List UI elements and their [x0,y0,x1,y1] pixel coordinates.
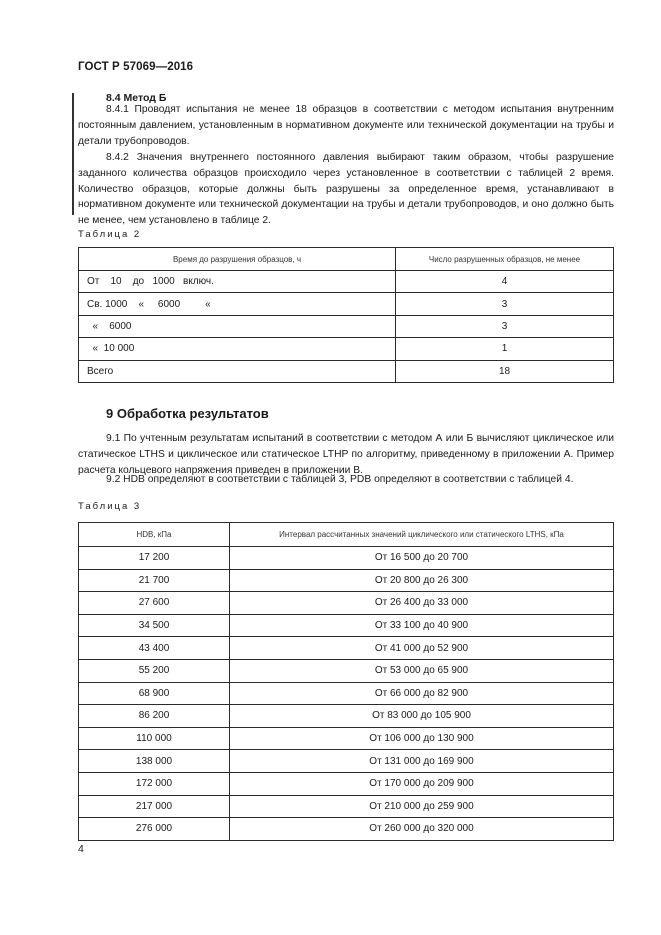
table-cell: От 170 000 до 209 900 [230,772,614,795]
table-cell: 172 000 [79,772,230,795]
table-cell: 3 [396,315,614,337]
table-cell: 4 [396,271,614,293]
paragraph-9-2: 9.2 HDB определяют в соответствии с таблицей 3, PDB определяют в соответствии с таблицей 4. [106,474,574,485]
table-cell: 18 [396,360,614,382]
table-cell: 3 [396,293,614,315]
table-header-cell: Число разрушенных образцов, не менее [396,248,614,271]
table-row [79,547,614,570]
table-header-cell: Интервал рассчитанных значений циклического или статического LTHS, кПа [230,523,614,547]
table-row [79,271,614,293]
table-row [79,293,614,315]
table-cell: « 6000 [79,315,396,337]
table-cell: От 10 до 1000 включ. [79,271,396,293]
table-row [79,750,614,773]
table-cell: От 33 100 до 40 900 [230,614,614,637]
table-cell: 276 000 [79,818,230,841]
table-cell: От 83 000 до 105 900 [230,705,614,728]
paragraph-8-4-1: 8.4.1 Проводят испытания не менее 18 образцов в соответствии с методом испытания внутренним постоянным давлением, установленным в нормативном документе или технической документации на трубы и детали трубопроводов. [78,104,614,147]
table-row [79,682,614,705]
table-row [79,569,614,592]
section-heading-9: 9 Обработка результатов [106,406,269,421]
table-row [79,360,614,382]
table-cell: От 66 000 до 82 900 [230,682,614,705]
table-header-cell: Время до разрушения образцов, ч [79,248,396,271]
table-row [79,614,614,637]
table-cell: 21 700 [79,569,230,592]
table-row [79,705,614,728]
table-row [79,637,614,660]
table-cell: 138 000 [79,750,230,773]
table-header-row [79,248,614,271]
table-3 [78,522,614,841]
table2-caption: Таблица 2 [78,229,142,240]
table-cell: От 131 000 до 169 900 [230,750,614,773]
change-bar [72,93,74,215]
table-header-cell: HDB, кПа [79,523,230,547]
table-cell: 17 200 [79,547,230,570]
table-2 [78,247,614,383]
table-row [79,315,614,337]
table-row [79,772,614,795]
table-row [79,592,614,615]
table-cell: 68 900 [79,682,230,705]
table-cell: 43 400 [79,637,230,660]
table-cell: От 26 400 до 33 000 [230,592,614,615]
table-row [79,338,614,360]
table-cell: От 260 000 до 320 000 [230,818,614,841]
table-cell: От 20 800 до 26 300 [230,569,614,592]
table-row [79,818,614,841]
paragraph-8-4-2: 8.4.2 Значения внутреннего постоянного давления выбирают таким образом, чтобы разрушение заданного количества образцов происходило через установленное в соответствии с таблицей 2 время. Количество образцов, которые должны быть разрушены за определенное время, устанавливают в нормативном документе или технической документации на трубы и детали трубопроводов, и оно должно быть не менее, чем установлено в таблице 2. [78,152,614,227]
table-cell: 86 200 [79,705,230,728]
paragraph-9-1: 9.1 По учтенным результатам испытаний в соответствии с методом А или Б вычисляют циклическое или статическое LTHS и циклическое или статическое LTHP по алгоритму, приведенному в приложении А. Пример расчета кольцевого напряжения приведен в приложении В. [78,433,614,476]
table-cell: От 106 000 до 130 900 [230,727,614,750]
table-header-row [79,523,614,547]
subsection-heading-8-4: 8.4 Метод Б [106,92,167,104]
table-row [79,727,614,750]
table-row [79,659,614,682]
table3-caption: Таблица 3 [78,501,142,512]
table-cell: От 41 000 до 52 900 [230,637,614,660]
table-cell: От 210 000 до 259 900 [230,795,614,818]
table-cell: 110 000 [79,727,230,750]
table-cell: « 10 000 [79,338,396,360]
table-cell: 217 000 [79,795,230,818]
table-cell: 55 200 [79,659,230,682]
table-row [79,795,614,818]
table-cell: 1 [396,338,614,360]
table-cell: 27 600 [79,592,230,615]
table-cell: Св. 1000 « 6000 « [79,293,396,315]
standard-code: ГОСТ Р 57069—2016 [78,61,194,73]
table-cell: От 16 500 до 20 700 [230,547,614,570]
table-cell: Всего [79,360,396,382]
table-cell: 34 500 [79,614,230,637]
page-number: 4 [78,843,84,855]
table-cell: От 53 000 до 65 900 [230,659,614,682]
